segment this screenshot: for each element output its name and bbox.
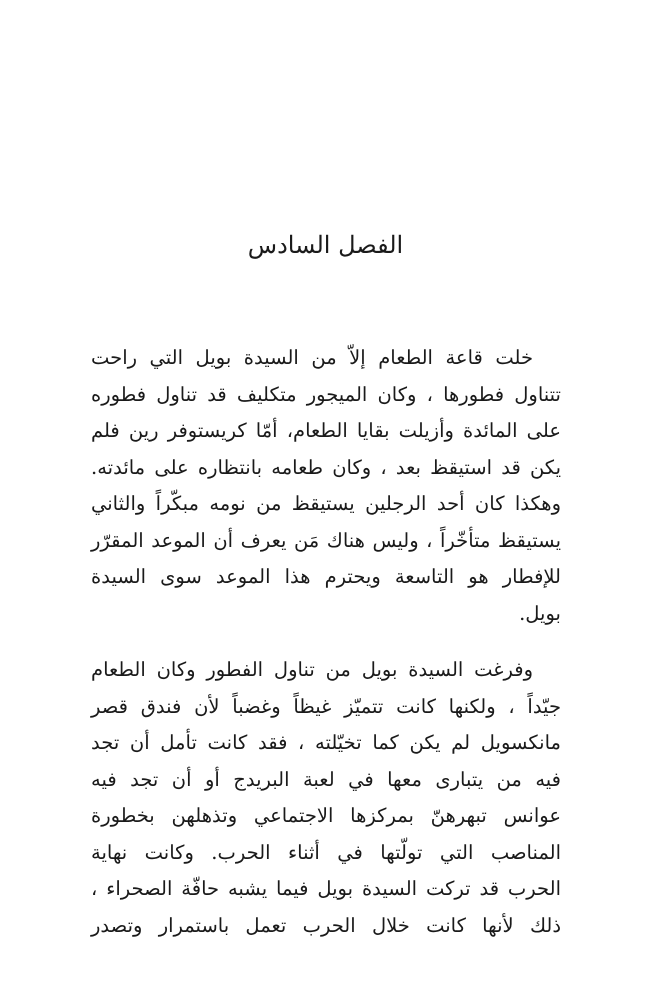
chapter-title: الفصل السادس (247, 231, 404, 259)
text-line: فيه من يتبارى معها في لعبة البريدج أو أن تجد فيه (91, 767, 561, 791)
text-line: على المائدة وأزيلت بقايا الطعام، أمّا كريستوفر رين فلم (91, 419, 561, 442)
text-line: عوانس تبهرهنّ بمركزها الاجتماعي وتذهلهن بخطورة (91, 804, 561, 827)
text-line: الحرب قد تركت السيدة بويل فيما يشبه حافّة الصحراء ، (91, 877, 561, 900)
text-line: مانكسويل لم يكن كما تخيّلته ، فقد كانت تأمل أن تجد (91, 731, 561, 754)
text-line: يستيقظ متأخّراً ، وليس هناك مَن يعرف أن الموعد المقرّر (91, 528, 561, 552)
text-line: وهكذا كان أحد الرجلين يستيقظ من نومه مبكّراً والثاني (91, 492, 561, 515)
chapter-body (91, 340, 561, 964)
text-line: تتناول فطورها ، وكان الميجور متكليف قد تناول فطوره (91, 382, 561, 406)
text-line: وفرغت السيدة بويل من تناول الفطور وكان الطعام (91, 658, 533, 681)
text-line: يكن قد استيقظ بعد ، وكان طعامه بانتظاره على مائدته. (91, 455, 561, 479)
paragraph-1 (91, 340, 561, 632)
text-line: جيّداً ، ولكنها كانت تتميّز غيظاً وغضباً لأن فندق قصر (91, 694, 561, 718)
text-line: للإفطار هو التاسعة ويحترم هذا الموعد سوى السيدة (91, 565, 561, 588)
text-line: المناصب التي تولّتها في أثناء الحرب. وكانت نهاية (91, 840, 561, 864)
text-line: خلت قاعة الطعام إلاّ من السيدة بويل التي راحت (91, 346, 533, 369)
text-line: ذلك لأنها كانت خلال الحرب تعمل باستمرار وتصدر (91, 913, 561, 937)
text-line: بويل. (519, 601, 561, 625)
paragraph-2 (91, 652, 561, 944)
